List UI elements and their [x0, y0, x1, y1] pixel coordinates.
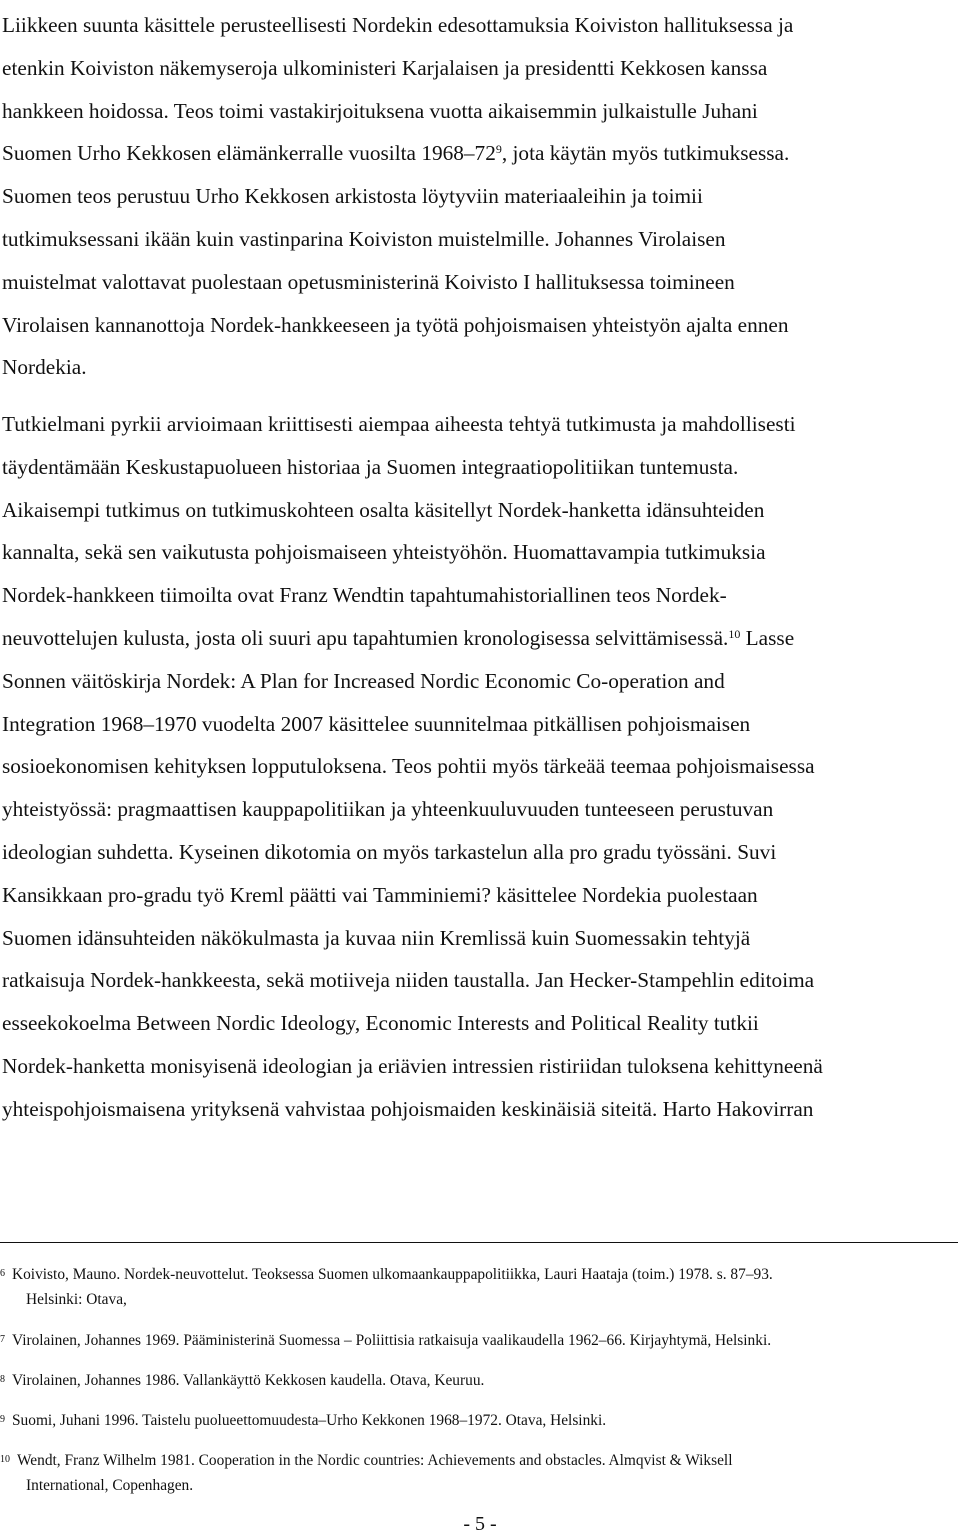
text-line: yhteistyössä: pragmaattisen kauppapolitiikan ja yhteenkuuluvuuden tunteeseen perustuvan — [2, 797, 774, 822]
text-line — [2, 132, 956, 175]
page-number: - 5 - — [463, 1513, 497, 1535]
text-line: yhteispohjoismaisena yrityksenä vahvistaa pohjoismaiden keskinäisiä siteitä. Harto Hakovirran — [2, 1096, 814, 1121]
footnote-number: 6 — [0, 1268, 5, 1279]
text-line: kannalta, sekä sen vaikutusta pohjoismaiseen yhteistyöhön. Huomattavampia tutkimuksia — [2, 540, 766, 565]
text-segment: Suomen Urho Kekkosen elämänkerralle vuosilta 1968–72 — [2, 141, 496, 166]
footnote-text: Virolainen, Johannes 1986. Vallankäyttö Kekkosen kaudella. Otava, Keuruu. — [12, 1372, 485, 1389]
text-line: Aikaisempi tutkimus on tutkimuskohteen osalta käsitellyt Nordek-hanketta idänsuhteiden — [2, 497, 765, 522]
footnote-7 — [0, 1328, 958, 1353]
footnote-text: Wendt, Franz Wilhelm 1981. Cooperation in the Nordic countries: Achievements and obstacles. Almqvist & Wiksell — [17, 1452, 733, 1469]
text-line: sosioekonomisen kehityksen lopputuloksena. Teos pohtii myös tärkeää teemaa pohjoismaisessa — [2, 754, 815, 779]
footnote-number: 10 — [0, 1454, 10, 1465]
text-line: Sonnen väitöskirja Nordek: A Plan for Increased Nordic Economic Co-operation and — [2, 668, 725, 693]
footnote-text-continued: International, Copenhagen. — [26, 1477, 194, 1494]
text-line: Virolaisen kannanottoja Nordek-hankkeeseen ja työtä pohjoismaisen yhteistyön ajalta ennen — [2, 312, 789, 337]
text-segment: Lasse — [740, 625, 795, 650]
footnote-text: Virolainen, Johannes 1969. Pääministerinä Suomessa – Poliittisia ratkaisuja vaalikaudella 1962–66. Kirjayhtymä, Helsinki. — [12, 1332, 772, 1349]
text-line: Nordek-hanketta monisyisenä ideologian ja eriävien intressien ristiriidan tuloksena kehittyneenä — [2, 1053, 823, 1078]
footnote-10 — [0, 1448, 958, 1498]
text-line: etenkin Koiviston näkemyseroja ulkoministeri Karjalaisen ja presidentti Kekkosen kanssa — [2, 55, 768, 80]
text-line: esseekokoelma Between Nordic Ideology, Economic Interests and Political Reality tutkii — [2, 1011, 759, 1036]
text-line: hankkeen hoidossa. Teos toimi vastakirjoituksena vuotta aikaisemmin julkaistulle Juhani — [2, 98, 758, 123]
footnote-9 — [0, 1408, 958, 1433]
text-line: Suomen teos perustuu Urho Kekkosen arkistosta löytyviin materiaaleihin ja toimii — [2, 184, 703, 209]
text-line: Kansikkaan pro-gradu työ Kreml päätti vai Tamminiemi? käsittelee Nordekia puolestaan — [2, 882, 758, 907]
text-line: Suomen idänsuhteiden näkökulmasta ja kuvaa niin Kremlissä kuin Suomessakin tehtyjä — [2, 925, 751, 950]
text-segment: neuvottelujen kulusta, josta oli suuri apu tapahtumien kronologisessa selvittämisessä. — [2, 625, 729, 650]
text-line — [2, 617, 956, 660]
footnote-number: 7 — [0, 1334, 5, 1345]
footnote-number: 9 — [0, 1414, 5, 1425]
footnote-number: 8 — [0, 1374, 5, 1385]
text-line: tutkimuksessani ikään kuin vastinparina Koiviston muistelmille. Johannes Virolaisen — [2, 226, 726, 251]
footnote-text-continued: Helsinki: Otava, — [26, 1291, 127, 1308]
body-paragraph-2 — [2, 403, 956, 1131]
footnote-6 — [0, 1262, 958, 1312]
text-segment: , jota käytän myös tutkimuksessa. — [501, 141, 790, 166]
text-line: Liikkeen suunta käsittele perusteellisesti Nordekin edesottamuksia Koiviston hallituksessa ja — [2, 13, 794, 37]
footnote-text: Koivisto, Mauno. Nordek-neuvottelut. Teoksessa Suomen ulkomaankauppapolitiikka, Lauri Haataja (toim.) 1978. s. 87–93. — [12, 1266, 773, 1283]
text-line: Nordekia. — [2, 355, 87, 380]
footnote-divider — [0, 1242, 958, 1243]
footnote-ref[interactable]: 10 — [728, 626, 741, 641]
text-line: ratkaisuja Nordek-hankkeesta, sekä motiiveja niiden taustalla. Jan Hecker-Stampehlin editoima — [2, 968, 815, 993]
text-line: Nordek-hankkeen tiimoilta ovat Franz Wendtin tapahtumahistoriallinen teos Nordek- — [2, 583, 727, 608]
text-line: muistelmat valottavat puolestaan opetusministerinä Koivisto I hallituksessa toimineen — [2, 269, 735, 294]
footnote-ref[interactable]: 9 — [495, 142, 502, 157]
text-line: Integration 1968–1970 vuodelta 2007 käsittelee suunnitelmaa pitkällisen pohjoismaisen — [2, 711, 751, 736]
text-line: täydentämään Keskustapuolueen historiaa ja Suomen integraatiopolitiikan tuntemusta. — [2, 454, 739, 479]
text-line: ideologian suhdetta. Kyseinen dikotomia on myös tarkastelun alla pro gradu työssäni. Suvi — [2, 839, 777, 864]
footnote-8 — [0, 1368, 958, 1393]
text-line: Tutkielmani pyrkii arvioimaan kriittisesti aiempaa aiheesta tehtyä tutkimusta ja mahdollisesti — [2, 412, 796, 436]
body-paragraph-1 — [2, 4, 956, 389]
footnote-text: Suomi, Juhani 1996. Taistelu puolueettomuudesta–Urho Kekkonen 1968–1972. Otava, Helsinki. — [12, 1412, 607, 1429]
